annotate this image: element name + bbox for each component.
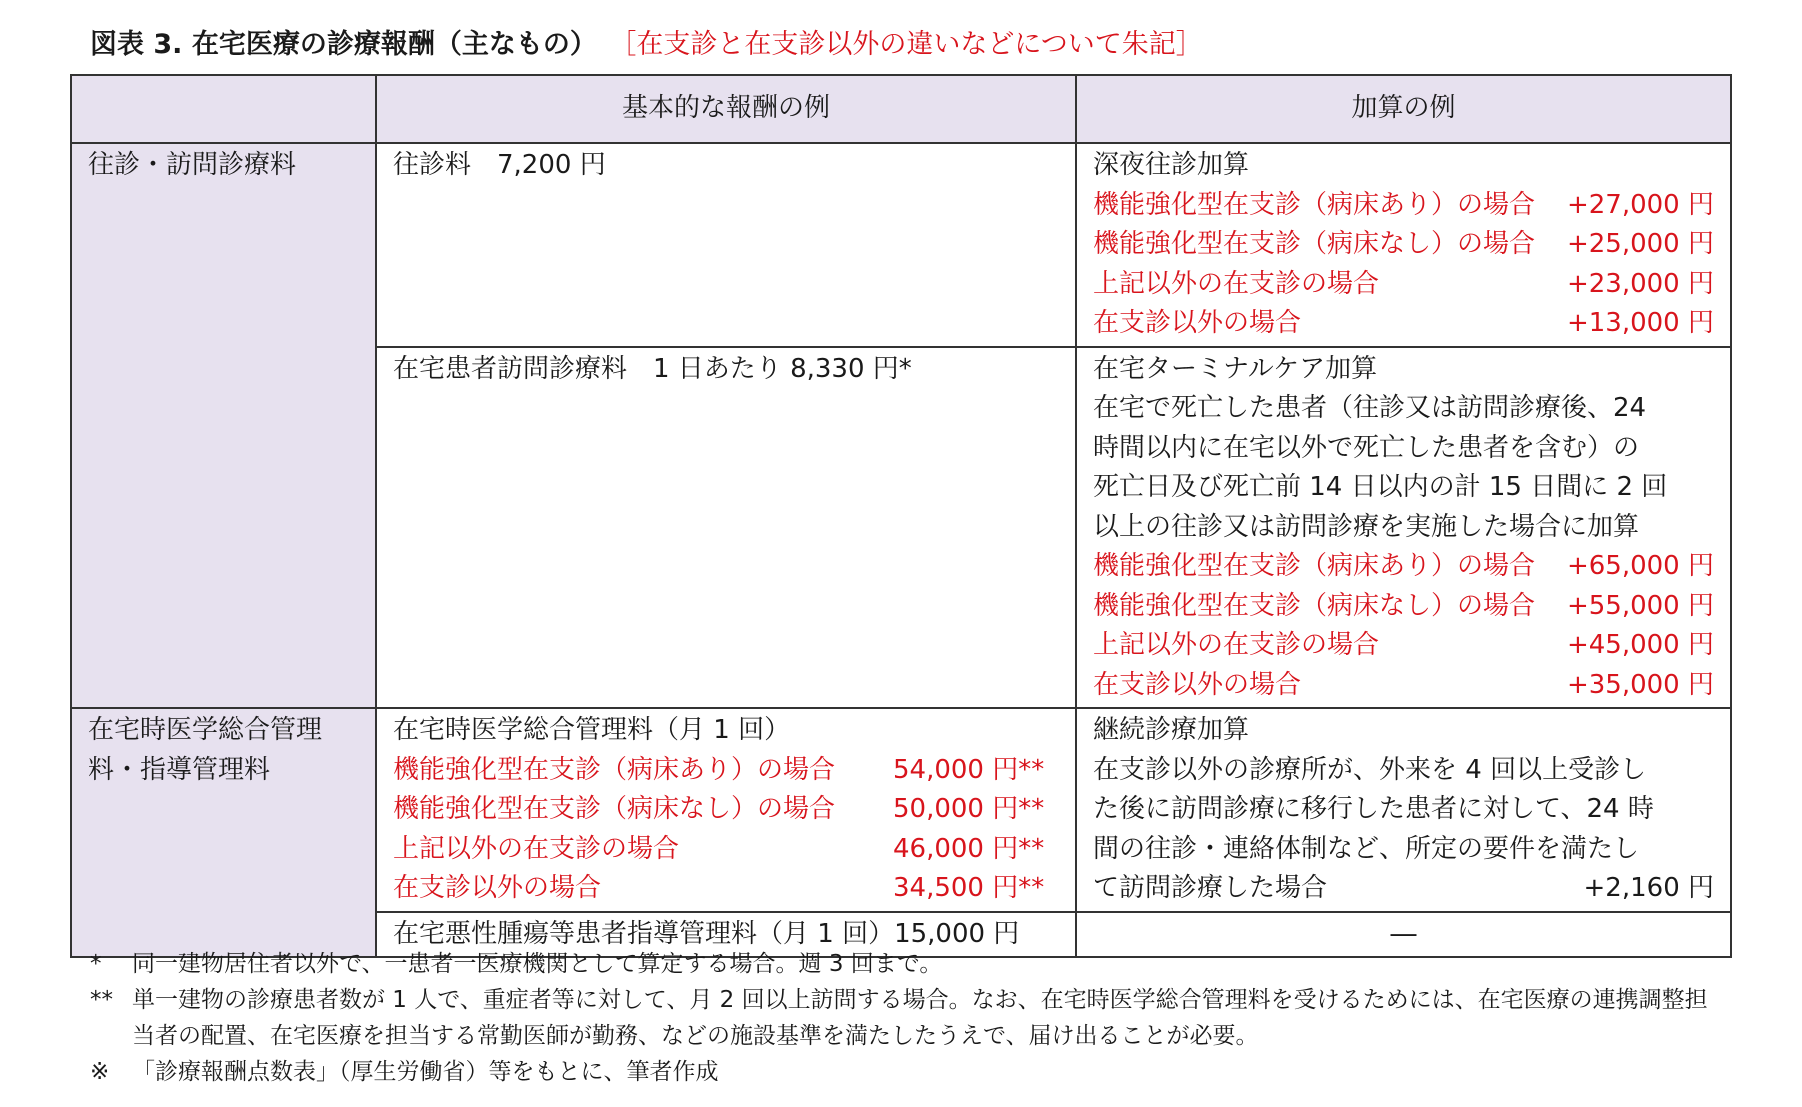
list-item: 機能強化型在支診（病床なし）の場合 +55,000 円 — [1093, 590, 1714, 621]
addition-title: 継続診療加算 — [1093, 715, 1250, 745]
fee-table — [70, 74, 1732, 958]
footnote: * 同一建物居住者以外で、一患者一医療機関として算定する場合。週 3 回まで。 — [90, 951, 943, 977]
list-item: 在支診以外の場合 +35,000 円 — [1093, 669, 1714, 700]
addition-desc-line: 死亡日及び死亡前 14 日以内の計 15 日間に 2 回 — [1093, 472, 1668, 502]
list-item: 上記以外の在支診の場合 46,000 円** — [393, 833, 1045, 864]
list-item: 機能強化型在支診（病床なし）の場合 +25,000 円 — [1093, 229, 1714, 259]
addition-desc-line: 在支診以外の診療所が、外来を 4 回以上受診し — [1093, 754, 1647, 785]
addition-title: 在宅ターミナルケア加算 — [1093, 353, 1378, 384]
category-management: 在宅時医学総合管理料・指導管理料 — [71, 708, 376, 957]
footnote: ※ 「診療報酬点数表」（厚生労働省）等をもとに、筆者作成 — [90, 1059, 719, 1085]
basic-visit-fee: 往診料 7,200 円 — [376, 143, 1076, 347]
list-item: 在支診以外の場合 34,500 円** — [393, 873, 1045, 903]
category-visit: 往診・訪問診療料 — [71, 143, 376, 708]
addition-title: 深夜往診加算 — [1093, 150, 1250, 180]
list-item: て訪問診療した場合 +2,160 円 — [1093, 873, 1714, 903]
list-item: 機能強化型在支診（病床あり）の場合 +27,000 円 — [1093, 189, 1714, 220]
basic-oncology-fee: 在宅悪性腫瘍等患者指導管理料（月 1 回）15,000 円 — [376, 912, 1076, 958]
header-basic: 基本的な報酬の例 — [376, 75, 1076, 143]
addition-terminal-care — [1076, 347, 1731, 709]
figure-title-main: 図表 3. 在宅医療の診療報酬（主なもの） — [90, 29, 597, 60]
addition-desc-line: 間の往診・連絡体制など、所定の要件を満たし — [1093, 833, 1640, 864]
list-item: 在支診以外の場合 +13,000 円 — [1093, 308, 1714, 338]
list-item: 機能強化型在支診（病床なし）の場合 50,000 円** — [393, 794, 1045, 824]
header-addition: 加算の例 — [1076, 75, 1731, 143]
footnote: ** 単一建物の診療患者数が 1 人で、重症者等に対して、月 2 回以上訪問する場合。なお、在宅時医学総合管理料を受けるためには、在宅医療の連携調整担当者の配置、在宅医療を担当する常勤医師が勤務、などの施設基準を満たしたうえで、届け出ることが必要。 — [90, 987, 1708, 1049]
addition-desc-line: 以上の往診又は訪問診療を実施した場合に加算 — [1093, 511, 1640, 542]
addition-none: ― — [1076, 912, 1731, 958]
header-category — [71, 75, 376, 143]
list-item: 上記以外の在支診の場合 +45,000 円 — [1093, 630, 1714, 660]
figure-title — [90, 22, 1203, 61]
footnotes — [90, 946, 1730, 1090]
list-item: 機能強化型在支診（病床あり）の場合 54,000 円** — [393, 754, 1045, 785]
addition-desc-line: 在宅で死亡した患者（往診又は訪問診療後、24 — [1093, 393, 1647, 423]
table-row — [71, 143, 1731, 347]
figure-title-note: ［在支診と在支診以外の違いなどについて朱記］ — [622, 29, 1203, 60]
table-row — [71, 708, 1731, 912]
basic-home-visit-fee: 在宅患者訪問診療料 1 日あたり 8,330 円* — [376, 347, 1076, 709]
addition-desc-line: 時間以内に在宅以外で死亡した患者を含む）の — [1093, 432, 1640, 463]
list-item: 機能強化型在支診（病床あり）の場合 +65,000 円 — [1093, 551, 1714, 581]
addition-continuous-care — [1076, 708, 1731, 912]
list-item: 上記以外の在支診の場合 +23,000 円 — [1093, 268, 1714, 299]
table-header-row — [71, 75, 1731, 143]
addition-night-visit — [1076, 143, 1731, 347]
basic-title: 在宅時医学総合管理料（月 1 回） — [393, 715, 791, 745]
basic-management-fee — [376, 708, 1076, 912]
addition-desc-line: た後に訪問診療に移行した患者に対して、24 時 — [1093, 794, 1654, 824]
